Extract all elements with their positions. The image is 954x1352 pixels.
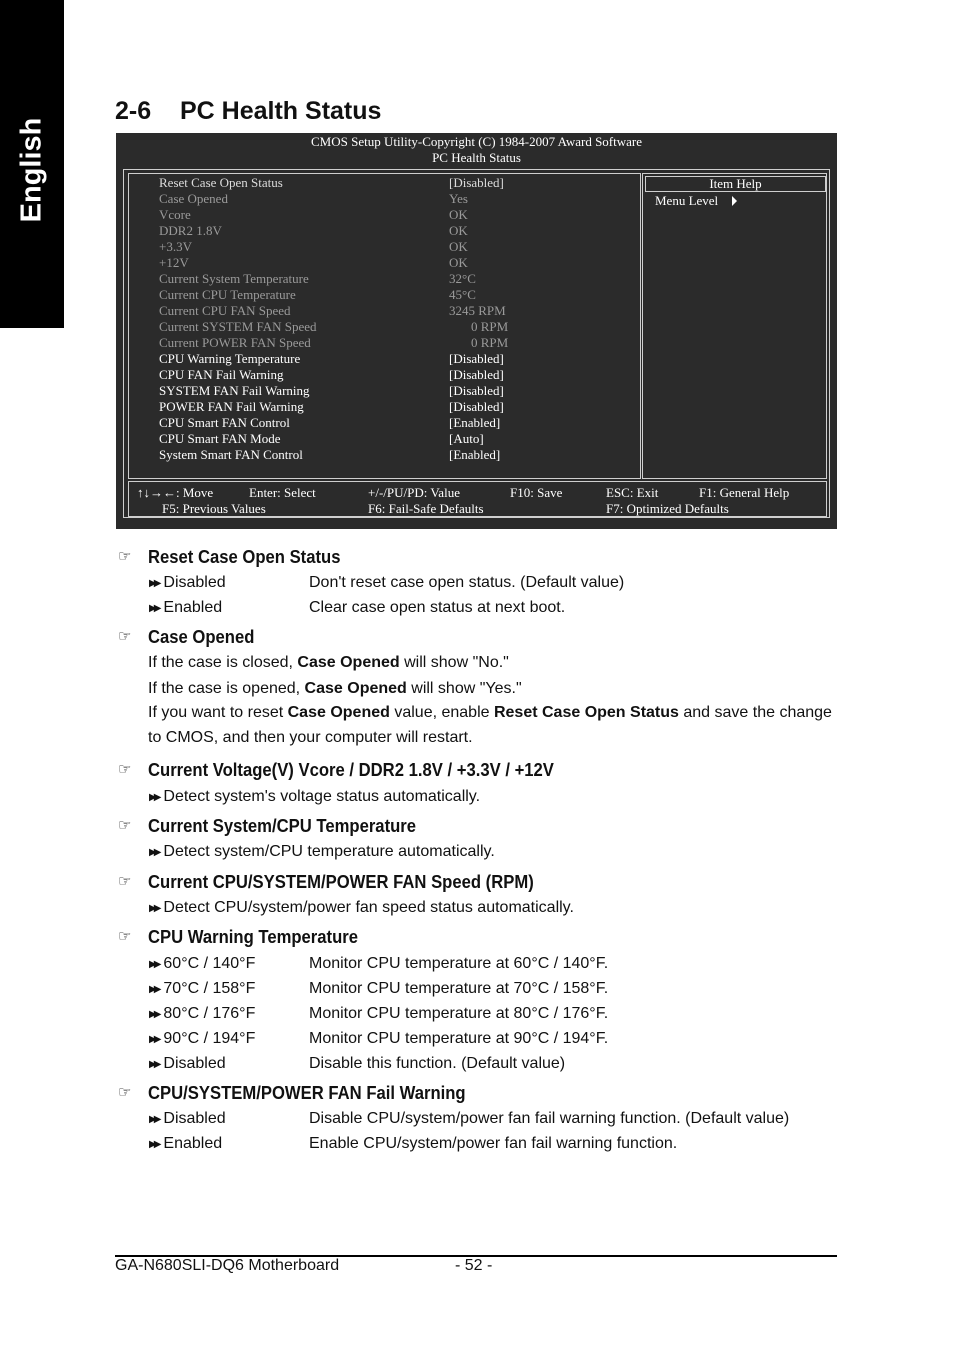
- item-help-title: Item Help: [645, 176, 826, 192]
- pointing-hand-icon: ☞: [118, 1084, 132, 1101]
- bios-row[interactable]: [159, 431, 629, 447]
- pointing-hand-icon: ☞: [118, 873, 132, 890]
- bios-row-value: 3245 RPM: [449, 303, 506, 318]
- double-arrow-icon: ▶▶: [149, 1009, 159, 1020]
- bios-row-label: Current POWER FAN Speed: [159, 335, 311, 350]
- option-label: ▶▶ 60°C / 140°F: [149, 955, 256, 972]
- key-help: F1: General Help: [699, 485, 790, 500]
- bios-row-label: Reset Case Open Status: [159, 175, 283, 190]
- warning-temp-heading: CPU Warning Temperature: [148, 926, 359, 947]
- bios-row[interactable]: [159, 351, 629, 367]
- bios-row-value: [Disabled]: [449, 175, 504, 190]
- case-text-line: If you want to reset Case Opened value, enable Reset Case Open Status and save the change: [148, 704, 832, 721]
- bios-row-label: CPU Warning Temperature: [159, 351, 301, 366]
- double-arrow-icon: ▶▶: [149, 1059, 159, 1070]
- option-label: ▶▶ Disabled: [149, 574, 226, 591]
- bios-page-title: PC Health Status: [432, 149, 521, 165]
- double-arrow-icon: ▶▶: [149, 1114, 159, 1125]
- bios-row-value: 0 RPM: [471, 335, 509, 350]
- bios-row-label: CPU FAN Fail Warning: [159, 367, 284, 382]
- bios-row: [159, 223, 629, 239]
- bios-row-value: [Disabled]: [449, 351, 504, 366]
- key-optimized: F7: Optimized Defaults: [606, 501, 729, 516]
- bios-header: [116, 133, 837, 165]
- double-arrow-icon: ▶▶: [149, 984, 159, 995]
- menu-level: [655, 193, 737, 208]
- option-description: Monitor CPU temperature at 60°C / 140°F.: [309, 955, 609, 972]
- bios-row: [159, 271, 629, 287]
- pointing-hand-icon: ☞: [118, 928, 132, 945]
- menu-level-arrow-icon: [732, 196, 737, 206]
- option-description: Monitor CPU temperature at 90°C / 194°F.: [309, 1030, 609, 1047]
- bios-row-value: OK: [449, 255, 468, 270]
- bios-row: [159, 239, 629, 255]
- bios-row: [159, 207, 629, 223]
- bios-row[interactable]: [159, 175, 629, 191]
- double-arrow-icon: ▶▶: [149, 603, 159, 614]
- double-arrow-icon: ▶▶: [149, 847, 159, 858]
- double-arrow-icon: ▶▶: [149, 903, 159, 914]
- bios-row-label: Vcore: [159, 207, 191, 222]
- bios-row-value: [Disabled]: [449, 399, 504, 414]
- bios-row: [159, 255, 629, 271]
- bios-row-value: [Enabled]: [449, 447, 501, 462]
- option-description: Disable this function. (Default value): [309, 1055, 566, 1072]
- bios-row[interactable]: [159, 447, 629, 463]
- bios-row: [159, 303, 629, 319]
- bios-row-label: Current CPU Temperature: [159, 287, 296, 302]
- pointing-hand-icon: ☞: [118, 761, 132, 778]
- bios-frame: [123, 169, 830, 518]
- fan-fail-heading: CPU/SYSTEM/POWER FAN Fail Warning: [148, 1082, 466, 1103]
- bios-copyright: CMOS Setup Utility-Copyright (C) 1984-2007 Award Software: [310, 134, 642, 149]
- case-text-line: If the case is opened, Case Opened will show "Yes.": [148, 680, 522, 697]
- option-label: ▶▶ Disabled: [149, 1110, 226, 1127]
- key-save: F10: Save: [510, 485, 563, 500]
- bios-row[interactable]: [159, 383, 629, 399]
- case-text-line: If the case is closed, Case Opened will show "No.": [148, 654, 509, 671]
- key-value: +/-/PU/PD: Value: [368, 485, 460, 500]
- double-arrow-icon: ▶▶: [149, 1034, 159, 1045]
- option-description: Clear case open status at next boot.: [309, 599, 566, 616]
- section-title: [115, 97, 381, 126]
- bios-row: [159, 287, 629, 303]
- key-previous: F5: Previous Values: [162, 501, 266, 516]
- reset-case-heading: Reset Case Open Status: [148, 546, 341, 567]
- bios-key-legend: [128, 481, 827, 517]
- double-arrow-icon: ▶▶: [149, 578, 159, 589]
- bios-row[interactable]: [159, 415, 629, 431]
- bios-row-label: +12V: [159, 255, 189, 270]
- temperature-heading: Current System/CPU Temperature: [148, 815, 417, 836]
- option-description: Monitor CPU temperature at 80°C / 176°F.: [309, 1005, 609, 1022]
- language-label: English: [15, 117, 48, 223]
- option-description: Disable CPU/system/power fan fail warning function. (Default value): [309, 1110, 790, 1127]
- option-label: ▶▶ Disabled: [149, 1055, 226, 1072]
- bios-row-value: OK: [449, 239, 468, 254]
- bios-row-label: Current System Temperature: [159, 271, 309, 286]
- option-description: Monitor CPU temperature at 70°C / 158°F.: [309, 980, 609, 997]
- case-text-line: to CMOS, and then your computer will restart.: [148, 729, 473, 746]
- bios-settings-panel: [128, 173, 641, 479]
- key-enter: Enter: Select: [249, 485, 316, 500]
- pointing-hand-icon: ☞: [118, 628, 132, 645]
- option-label: ▶▶ Enabled: [149, 599, 223, 616]
- voltage-heading: Current Voltage(V) Vcore / DDR2 1.8V / +3.3V / +12V: [148, 759, 554, 780]
- bios-row-value: [Disabled]: [449, 367, 504, 382]
- bios-screen: [116, 133, 837, 529]
- bios-row-value: [Enabled]: [449, 415, 501, 430]
- bios-row: [159, 319, 629, 335]
- case-opened-heading: Case Opened: [148, 626, 255, 647]
- bios-row-label: Case Opened: [159, 191, 228, 206]
- footer-board-name: GA-N680SLI-DQ6 Motherboard: [115, 1257, 340, 1274]
- option-label: ▶▶ Detect system's voltage status automatically.: [149, 788, 481, 805]
- bios-row-label: CPU Smart FAN Mode: [159, 431, 281, 446]
- fan-speed-heading: Current CPU/SYSTEM/POWER FAN Speed (RPM): [148, 871, 534, 892]
- bios-row-value: OK: [449, 223, 468, 238]
- bios-row[interactable]: [159, 399, 629, 415]
- bios-help-panel: [642, 173, 827, 479]
- option-label: ▶▶ Detect system/CPU temperature automatically.: [149, 843, 495, 860]
- bios-row-value: 0 RPM: [471, 319, 509, 334]
- key-exit: ESC: Exit: [606, 485, 659, 500]
- double-arrow-icon: ▶▶: [149, 792, 159, 803]
- bios-row: [159, 335, 629, 351]
- option-label: ▶▶ Detect CPU/system/power fan speed status automatically.: [149, 899, 574, 916]
- double-arrow-icon: ▶▶: [149, 959, 159, 970]
- bios-row-value: [Auto]: [449, 431, 484, 446]
- bios-row-label: System Smart FAN Control: [159, 447, 303, 462]
- section-name: PC Health Status: [180, 97, 382, 125]
- bios-row-value: 45°C: [449, 287, 476, 302]
- key-move: ↑↓→←: Move: [137, 485, 214, 500]
- option-label: ▶▶ Enabled: [149, 1135, 223, 1152]
- option-label: ▶▶ 90°C / 194°F: [149, 1030, 256, 1047]
- pointing-hand-icon: ☞: [118, 817, 132, 834]
- option-description: Enable CPU/system/power fan fail warning function.: [309, 1135, 678, 1152]
- bios-row-label: +3.3V: [159, 239, 192, 254]
- bios-row-label: SYSTEM FAN Fail Warning: [159, 383, 310, 398]
- option-label: ▶▶ 80°C / 176°F: [149, 1005, 256, 1022]
- section-number: 2-6: [115, 97, 152, 125]
- bios-row-label: DDR2 1.8V: [159, 223, 222, 238]
- footer-page-number: - 52 -: [455, 1257, 493, 1274]
- option-label: ▶▶ 70°C / 158°F: [149, 980, 256, 997]
- bios-row-value: [Disabled]: [449, 383, 504, 398]
- bios-row-label: POWER FAN Fail Warning: [159, 399, 304, 414]
- option-description: Don't reset case open status. (Default value): [309, 574, 625, 591]
- bios-row-label: Current CPU FAN Speed: [159, 303, 291, 318]
- menu-level-label: Menu Level: [655, 193, 719, 208]
- bios-row-label: CPU Smart FAN Control: [159, 415, 290, 430]
- bios-row-label: Current SYSTEM FAN Speed: [159, 319, 317, 334]
- bios-row-value: 32°C: [449, 271, 476, 286]
- bios-row[interactable]: [159, 367, 629, 383]
- bios-row: [159, 191, 629, 207]
- pointing-hand-icon: ☞: [118, 548, 132, 565]
- double-arrow-icon: ▶▶: [149, 1139, 159, 1150]
- bios-row-value: OK: [449, 207, 468, 222]
- language-tab: [0, 0, 64, 328]
- key-failsafe: F6: Fail-Safe Defaults: [368, 501, 484, 516]
- bios-row-value: Yes: [449, 191, 468, 206]
